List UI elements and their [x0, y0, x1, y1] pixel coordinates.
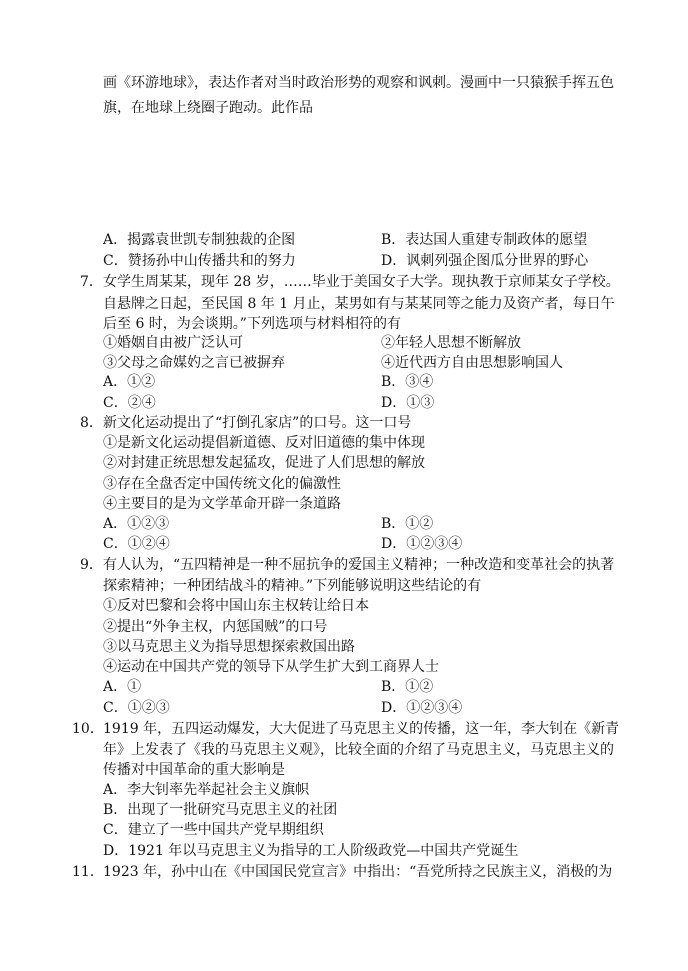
q9-stem-line-1: 有人认为，“五四精神是一种不屈抗争的爱国主义精神；一种改造和变革社会的执著 — [103, 557, 615, 573]
q8-number: 8． — [80, 415, 103, 431]
q8-option-a: A．①②③ — [103, 516, 170, 532]
q9-item-3: ③以马克思主义为指导思想探索救国出路 — [103, 639, 355, 655]
q6-option-a: A．揭露袁世凯专制独裁的企图 — [103, 232, 296, 248]
q8-item-2: ②对封建正统思想发起猛攻，促进了人们思想的解放 — [103, 455, 425, 471]
q7-option-a: A．①② — [103, 374, 156, 390]
q8-option-c: C．①②④ — [103, 536, 170, 552]
q10-stem-line-1: 1919 年，五四运动爆发，大大促进了马克思主义的传播，这一年，李大钊在《新青 — [103, 721, 620, 737]
q7-stem-line-3: 后至 6 时，为会谈期。”下列选项与材料相符的有 — [103, 316, 401, 332]
q9-item-4: ④运动在中国共产党的领导下从学生扩大到工商界人士 — [103, 659, 439, 675]
q9-option-c: C．①②③ — [103, 700, 170, 716]
q6-stem-line-1: 画《环游地球》，表达作者对当时政治形势的观察和讽刺。漫画中一只猿猴手挥五色 — [103, 75, 614, 91]
q9-stem-line-2: 探索精神；一种团结战斗的精神。”下列能够说明这些结论的有 — [103, 578, 482, 594]
q10-stem-line-2: 年》上发表了《我的马克思主义观》，比较全面的介绍了马克思主义，马克思主义的 — [103, 742, 614, 758]
q10-option-d: D．1921 年以马克思主义为指导的工人阶级政党—中国共产党诞生 — [103, 843, 519, 859]
q7-stem-line-2: 自悬牌之日起，至民国 8 年 1 月止，某男如有与某某同等之能力及资产者，每日午 — [103, 296, 615, 312]
q9-option-d: D．①②③④ — [381, 700, 463, 716]
q8-stem: 新文化运动提出了“打倒孔家店”的口号。这一口号 — [103, 415, 412, 431]
q6-option-c: C．赞扬孙中山传播共和的努力 — [103, 253, 296, 269]
q11-stem-line-1: 1923 年，孙中山在《中国国民党宣言》中指出：“吾党所持之民族主义，消极的为 — [103, 864, 613, 880]
q7-stem-line-1: 女学生周某某，现年 28 岁，……毕业于美国女子大学。现执教于京师某女子学校。 — [103, 274, 620, 290]
q7-option-b: B．③④ — [381, 374, 434, 390]
q10-number: 10． — [72, 721, 104, 737]
q10-option-b: B．出现了一批研究马克思主义的社团 — [103, 802, 338, 818]
q11-number: 11． — [72, 864, 104, 880]
q7-option-d: D．①③ — [381, 395, 435, 411]
q8-option-d: D．①②③④ — [381, 536, 463, 552]
q8-item-1: ①是新文化运动提倡新道德、反对旧道德的集中体现 — [103, 435, 425, 451]
q7-option-c: C．②④ — [103, 395, 156, 411]
q7-item-4: ④近代西方自由思想影响国人 — [381, 355, 563, 371]
q8-item-3: ③存在全盘否定中国传统文化的偏激性 — [103, 476, 341, 492]
q7-item-1: ①婚姻自由被广泛认可 — [103, 335, 243, 351]
q8-option-b: B．①② — [381, 516, 434, 532]
q9-item-2: ②提出“外争主权，内惩国贼”的口号 — [103, 619, 328, 635]
q10-stem-line-3: 传播对中国革命的重大影响是 — [103, 762, 285, 778]
q7-item-3: ③父母之命媒妁之言已被摒弃 — [103, 355, 285, 371]
q6-option-b: B．表达国人重建专制政体的愿望 — [381, 232, 588, 248]
q10-option-a: A．李大钊率先举起社会主义旗帜 — [103, 782, 310, 798]
q9-option-a: A．① — [103, 679, 142, 695]
q7-number: 7． — [80, 274, 103, 290]
q9-option-b: B．①② — [381, 679, 434, 695]
q9-number: 9． — [80, 557, 103, 573]
q10-option-c: C．建立了一些中国共产党早期组织 — [103, 822, 324, 838]
q7-item-2: ②年轻人思想不断解放 — [381, 335, 521, 351]
q9-item-1: ①反对巴黎和会将中国山东主权转让给日本 — [103, 598, 369, 614]
q6-stem-line-2: 旗，在地球上绕圈子跑动。此作品 — [103, 100, 313, 116]
q6-option-d: D．讽刺列强企图瓜分世界的野心 — [381, 253, 589, 269]
q8-item-4: ④主要目的是为文学革命开辟一条道路 — [103, 496, 341, 512]
